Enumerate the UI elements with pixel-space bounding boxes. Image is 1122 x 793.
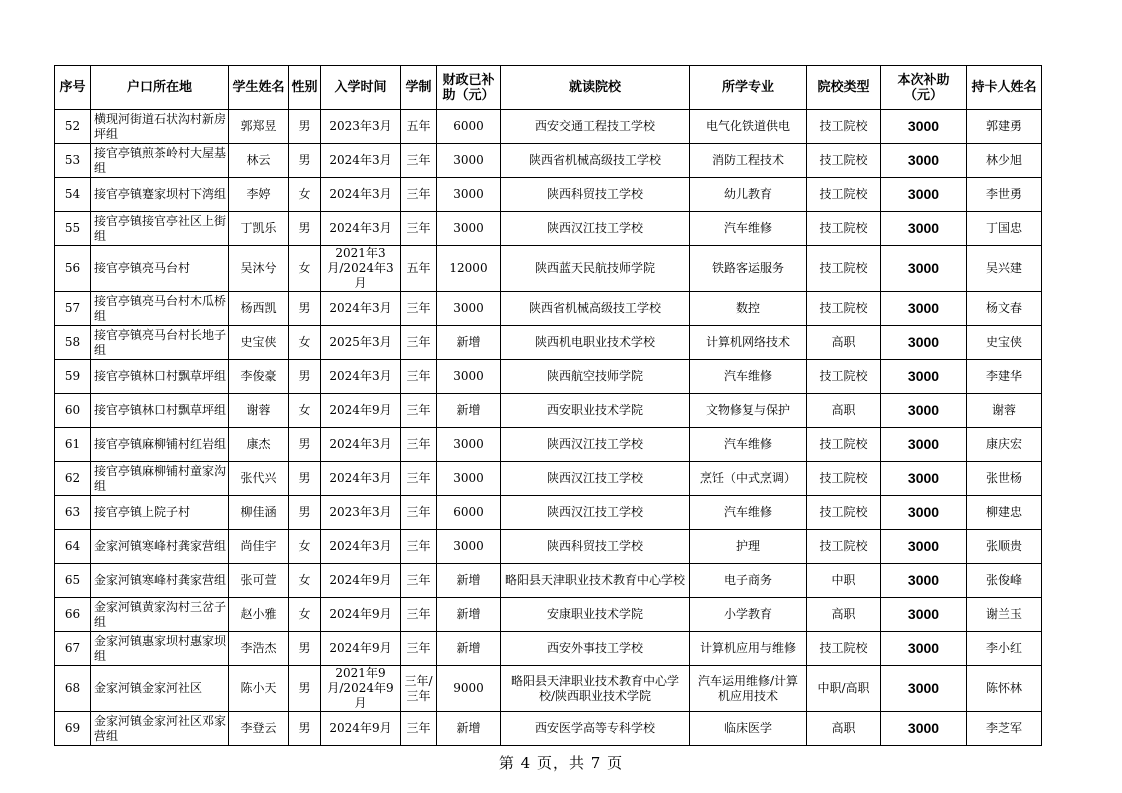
col-duration: 三年 — [401, 144, 437, 178]
col-student-name: 郭郑昱 — [229, 110, 289, 144]
col-student-name: 杨西凯 — [229, 292, 289, 326]
col-major: 汽车运用维修/计算机应用技术 — [690, 666, 807, 712]
col-major: 护理 — [690, 530, 807, 564]
col-student-name: 史宝侠 — [229, 326, 289, 360]
col-major: 汽车维修 — [690, 428, 807, 462]
table-row — [55, 666, 1042, 712]
col-household-location: 金家河镇惠家坝村惠家坝组 — [91, 632, 229, 666]
table-body — [55, 110, 1042, 746]
col-school: 陕西汉江技工学校 — [501, 428, 690, 462]
header-col-current-subsidy: 本次补助（元） — [881, 66, 967, 110]
col-student-name: 赵小雅 — [229, 598, 289, 632]
table-row — [55, 598, 1042, 632]
col-prior-subsidy: 新增 — [437, 598, 501, 632]
col-major: 电子商务 — [690, 564, 807, 598]
table-row — [55, 632, 1042, 666]
col-gender: 男 — [289, 292, 321, 326]
col-school: 陕西汉江技工学校 — [501, 496, 690, 530]
col-cardholder: 郭建勇 — [967, 110, 1042, 144]
col-household-location: 金家河镇黄家沟村三岔子组 — [91, 598, 229, 632]
col-school-type: 技工院校 — [807, 530, 881, 564]
col-gender: 男 — [289, 360, 321, 394]
header-col-index: 序号 — [55, 66, 91, 110]
col-major: 数控 — [690, 292, 807, 326]
col-household-location: 金家河镇金家河社区 — [91, 666, 229, 712]
col-student-name: 吴沐兮 — [229, 246, 289, 292]
col-index: 56 — [55, 246, 91, 292]
col-school: 陕西航空技师学院 — [501, 360, 690, 394]
col-household-location: 金家河镇寒峰村龚家营组 — [91, 530, 229, 564]
col-school-type: 技工院校 — [807, 632, 881, 666]
col-gender: 男 — [289, 712, 321, 746]
col-major: 汽车维修 — [690, 496, 807, 530]
col-student-name: 尚佳宇 — [229, 530, 289, 564]
col-cardholder: 李芝军 — [967, 712, 1042, 746]
col-major: 消防工程技术 — [690, 144, 807, 178]
col-household-location: 接官亭镇亮马台村 — [91, 246, 229, 292]
col-school: 陕西科贸技工学校 — [501, 530, 690, 564]
col-school: 陕西省机械高级技工学校 — [501, 144, 690, 178]
col-cardholder: 李世勇 — [967, 178, 1042, 212]
col-enroll-date: 2023年3月 — [321, 496, 401, 530]
col-student-name: 李登云 — [229, 712, 289, 746]
col-cardholder: 林少旭 — [967, 144, 1042, 178]
col-school-type: 技工院校 — [807, 360, 881, 394]
col-gender: 女 — [289, 326, 321, 360]
col-current-subsidy: 3000 — [881, 360, 967, 394]
col-index: 64 — [55, 530, 91, 564]
col-school: 陕西汉江技工学校 — [501, 212, 690, 246]
page-number: 第 4 页，共 7 页 — [498, 754, 624, 772]
col-enroll-date: 2024年3月 — [321, 428, 401, 462]
col-cardholder: 史宝侠 — [967, 326, 1042, 360]
col-prior-subsidy: 新增 — [437, 326, 501, 360]
col-duration: 三年 — [401, 178, 437, 212]
col-major: 幼儿教育 — [690, 178, 807, 212]
col-school-type: 技工院校 — [807, 462, 881, 496]
col-gender: 女 — [289, 246, 321, 292]
col-index: 60 — [55, 394, 91, 428]
col-student-name: 李浩杰 — [229, 632, 289, 666]
col-duration: 三年 — [401, 462, 437, 496]
table-row — [55, 564, 1042, 598]
col-school: 西安职业技术学院 — [501, 394, 690, 428]
table-row — [55, 246, 1042, 292]
col-prior-subsidy: 新增 — [437, 394, 501, 428]
col-household-location: 接官亭镇上院子村 — [91, 496, 229, 530]
col-school: 陕西科贸技工学校 — [501, 178, 690, 212]
col-household-location: 接官亭镇林口村飘草坪组 — [91, 394, 229, 428]
col-current-subsidy: 3000 — [881, 326, 967, 360]
col-duration: 三年/三年 — [401, 666, 437, 712]
table-row — [55, 326, 1042, 360]
col-school: 陕西省机械高级技工学校 — [501, 292, 690, 326]
col-index: 62 — [55, 462, 91, 496]
table-header — [55, 66, 1042, 110]
col-prior-subsidy: 3000 — [437, 178, 501, 212]
col-school-type: 技工院校 — [807, 212, 881, 246]
table-row — [55, 428, 1042, 462]
header-col-cardholder: 持卡人姓名 — [967, 66, 1042, 110]
col-school-type: 技工院校 — [807, 246, 881, 292]
col-enroll-date: 2024年9月 — [321, 632, 401, 666]
col-major: 汽车维修 — [690, 212, 807, 246]
col-prior-subsidy: 3000 — [437, 360, 501, 394]
col-gender: 女 — [289, 564, 321, 598]
col-duration: 三年 — [401, 496, 437, 530]
col-gender: 男 — [289, 428, 321, 462]
col-index: 59 — [55, 360, 91, 394]
col-school-type: 技工院校 — [807, 144, 881, 178]
col-index: 69 — [55, 712, 91, 746]
col-student-name: 李婷 — [229, 178, 289, 212]
header-col-student-name: 学生姓名 — [229, 66, 289, 110]
col-duration: 三年 — [401, 326, 437, 360]
col-enroll-date: 2024年9月 — [321, 564, 401, 598]
col-duration: 五年 — [401, 110, 437, 144]
col-school: 安康职业技术学院 — [501, 598, 690, 632]
col-index: 52 — [55, 110, 91, 144]
col-school: 西安交通工程技工学校 — [501, 110, 690, 144]
col-student-name: 康杰 — [229, 428, 289, 462]
col-current-subsidy: 3000 — [881, 292, 967, 326]
col-gender: 男 — [289, 462, 321, 496]
col-student-name: 陈小天 — [229, 666, 289, 712]
table-row — [55, 212, 1042, 246]
col-student-name: 李俊豪 — [229, 360, 289, 394]
col-index: 65 — [55, 564, 91, 598]
col-major: 烹饪（中式烹调） — [690, 462, 807, 496]
col-school-type: 高职 — [807, 394, 881, 428]
col-major: 文物修复与保护 — [690, 394, 807, 428]
col-duration: 三年 — [401, 360, 437, 394]
col-current-subsidy: 3000 — [881, 530, 967, 564]
col-household-location: 横现河街道石状沟村新房坪组 — [91, 110, 229, 144]
col-school-type: 技工院校 — [807, 428, 881, 462]
col-household-location: 接官亭镇煎茶岭村大屋基组 — [91, 144, 229, 178]
col-index: 53 — [55, 144, 91, 178]
col-cardholder: 柳建忠 — [967, 496, 1042, 530]
col-current-subsidy: 3000 — [881, 598, 967, 632]
col-enroll-date: 2024年3月 — [321, 178, 401, 212]
col-cardholder: 李小红 — [967, 632, 1042, 666]
col-index: 61 — [55, 428, 91, 462]
col-school: 略阳县天津职业技术教育中心学校/陕西职业技术学院 — [501, 666, 690, 712]
header-col-enroll-date: 入学时间 — [321, 66, 401, 110]
col-current-subsidy: 3000 — [881, 110, 967, 144]
header-col-gender: 性别 — [289, 66, 321, 110]
col-school-type: 高职 — [807, 712, 881, 746]
col-student-name: 丁凯乐 — [229, 212, 289, 246]
col-prior-subsidy: 新增 — [437, 712, 501, 746]
table-row — [55, 712, 1042, 746]
col-enroll-date: 2021年9月/2024年9月 — [321, 666, 401, 712]
header-col-household-location: 户口所在地 — [91, 66, 229, 110]
col-prior-subsidy: 6000 — [437, 496, 501, 530]
table-row — [55, 496, 1042, 530]
col-duration: 三年 — [401, 212, 437, 246]
col-index: 67 — [55, 632, 91, 666]
col-gender: 女 — [289, 530, 321, 564]
header-row — [55, 66, 1042, 110]
col-duration: 五年 — [401, 246, 437, 292]
col-duration: 三年 — [401, 292, 437, 326]
header-col-school-type: 院校类型 — [807, 66, 881, 110]
col-school-type: 高职 — [807, 598, 881, 632]
col-cardholder: 李建华 — [967, 360, 1042, 394]
header-col-school: 就读院校 — [501, 66, 690, 110]
col-gender: 女 — [289, 598, 321, 632]
col-household-location: 接官亭镇接官亭社区上街组 — [91, 212, 229, 246]
col-school-type: 中职/高职 — [807, 666, 881, 712]
col-major: 铁路客运服务 — [690, 246, 807, 292]
col-school: 西安外事技工学校 — [501, 632, 690, 666]
col-major: 计算机应用与维修 — [690, 632, 807, 666]
col-current-subsidy: 3000 — [881, 246, 967, 292]
col-enroll-date: 2021年3月/2024年3月 — [321, 246, 401, 292]
col-major: 临床医学 — [690, 712, 807, 746]
col-duration: 三年 — [401, 564, 437, 598]
col-major: 计算机网络技术 — [690, 326, 807, 360]
col-gender: 男 — [289, 632, 321, 666]
col-school: 陕西汉江技工学校 — [501, 462, 690, 496]
col-cardholder: 张俊峰 — [967, 564, 1042, 598]
col-school: 陕西机电职业技术学校 — [501, 326, 690, 360]
col-current-subsidy: 3000 — [881, 394, 967, 428]
col-current-subsidy: 3000 — [881, 428, 967, 462]
col-school-type: 技工院校 — [807, 496, 881, 530]
col-index: 54 — [55, 178, 91, 212]
table-row — [55, 462, 1042, 496]
col-gender: 男 — [289, 110, 321, 144]
col-school-type: 高职 — [807, 326, 881, 360]
col-gender: 女 — [289, 394, 321, 428]
col-gender: 男 — [289, 496, 321, 530]
table-row — [55, 530, 1042, 564]
col-index: 57 — [55, 292, 91, 326]
col-cardholder: 谢蓉 — [967, 394, 1042, 428]
col-enroll-date: 2024年3月 — [321, 144, 401, 178]
col-duration: 三年 — [401, 394, 437, 428]
col-cardholder: 康庆宏 — [967, 428, 1042, 462]
col-duration: 三年 — [401, 712, 437, 746]
col-index: 66 — [55, 598, 91, 632]
col-school-type: 技工院校 — [807, 178, 881, 212]
col-current-subsidy: 3000 — [881, 212, 967, 246]
col-current-subsidy: 3000 — [881, 712, 967, 746]
col-enroll-date: 2024年3月 — [321, 292, 401, 326]
col-household-location: 接官亭镇亮马台村木瓜桥组 — [91, 292, 229, 326]
col-cardholder: 杨文春 — [967, 292, 1042, 326]
col-student-name: 张代兴 — [229, 462, 289, 496]
col-current-subsidy: 3000 — [881, 632, 967, 666]
col-major: 汽车维修 — [690, 360, 807, 394]
col-household-location: 接官亭镇麻柳铺村红岩组 — [91, 428, 229, 462]
col-current-subsidy: 3000 — [881, 666, 967, 712]
col-school-type: 技工院校 — [807, 292, 881, 326]
col-prior-subsidy: 新增 — [437, 564, 501, 598]
col-household-location: 金家河镇寒峰村龚家营组 — [91, 564, 229, 598]
col-cardholder: 张世杨 — [967, 462, 1042, 496]
col-enroll-date: 2024年3月 — [321, 462, 401, 496]
col-school-type: 技工院校 — [807, 110, 881, 144]
col-prior-subsidy: 3000 — [437, 428, 501, 462]
col-student-name: 张可萱 — [229, 564, 289, 598]
col-school: 略阳县天津职业技术教育中心学校 — [501, 564, 690, 598]
col-enroll-date: 2024年9月 — [321, 712, 401, 746]
col-cardholder: 张顺贵 — [967, 530, 1042, 564]
col-index: 63 — [55, 496, 91, 530]
col-school-type: 中职 — [807, 564, 881, 598]
col-household-location: 接官亭镇亮马台村长地子组 — [91, 326, 229, 360]
col-gender: 女 — [289, 178, 321, 212]
col-prior-subsidy: 6000 — [437, 110, 501, 144]
col-cardholder: 谢兰玉 — [967, 598, 1042, 632]
col-enroll-date: 2024年3月 — [321, 530, 401, 564]
col-gender: 男 — [289, 144, 321, 178]
col-current-subsidy: 3000 — [881, 462, 967, 496]
col-enroll-date: 2024年9月 — [321, 394, 401, 428]
col-enroll-date: 2024年3月 — [321, 360, 401, 394]
col-school: 陕西蓝天民航技师学院 — [501, 246, 690, 292]
col-enroll-date: 2023年3月 — [321, 110, 401, 144]
col-student-name: 谢蓉 — [229, 394, 289, 428]
col-prior-subsidy: 3000 — [437, 144, 501, 178]
table-row — [55, 110, 1042, 144]
col-cardholder: 陈怀林 — [967, 666, 1042, 712]
col-cardholder: 丁国忠 — [967, 212, 1042, 246]
col-major: 电气化铁道供电 — [690, 110, 807, 144]
header-col-prior-subsidy: 财政已补助（元） — [437, 66, 501, 110]
table-row — [55, 360, 1042, 394]
col-major: 小学教育 — [690, 598, 807, 632]
col-index: 55 — [55, 212, 91, 246]
col-current-subsidy: 3000 — [881, 496, 967, 530]
col-student-name: 林云 — [229, 144, 289, 178]
table-row — [55, 144, 1042, 178]
header-col-duration: 学制 — [401, 66, 437, 110]
col-current-subsidy: 3000 — [881, 564, 967, 598]
col-household-location: 接官亭镇蹇家坝村下湾组 — [91, 178, 229, 212]
col-gender: 男 — [289, 212, 321, 246]
col-cardholder: 吴兴建 — [967, 246, 1042, 292]
col-index: 68 — [55, 666, 91, 712]
col-student-name: 柳佳涵 — [229, 496, 289, 530]
col-school: 西安医学高等专科学校 — [501, 712, 690, 746]
col-prior-subsidy: 12000 — [437, 246, 501, 292]
col-duration: 三年 — [401, 598, 437, 632]
table-row — [55, 292, 1042, 326]
col-prior-subsidy: 3000 — [437, 212, 501, 246]
col-duration: 三年 — [401, 632, 437, 666]
col-prior-subsidy: 新增 — [437, 632, 501, 666]
col-current-subsidy: 3000 — [881, 144, 967, 178]
col-enroll-date: 2024年9月 — [321, 598, 401, 632]
col-duration: 三年 — [401, 428, 437, 462]
col-enroll-date: 2024年3月 — [321, 212, 401, 246]
table-row — [55, 394, 1042, 428]
col-gender: 男 — [289, 666, 321, 712]
subsidy-table — [54, 65, 1042, 746]
col-household-location: 接官亭镇林口村飘草坪组 — [91, 360, 229, 394]
col-index: 58 — [55, 326, 91, 360]
col-prior-subsidy: 3000 — [437, 292, 501, 326]
col-prior-subsidy: 3000 — [437, 462, 501, 496]
col-household-location: 接官亭镇麻柳铺村童家沟组 — [91, 462, 229, 496]
col-current-subsidy: 3000 — [881, 178, 967, 212]
col-enroll-date: 2025年3月 — [321, 326, 401, 360]
col-prior-subsidy: 9000 — [437, 666, 501, 712]
col-prior-subsidy: 3000 — [437, 530, 501, 564]
col-duration: 三年 — [401, 530, 437, 564]
header-col-major: 所学专业 — [690, 66, 807, 110]
table-row — [55, 178, 1042, 212]
col-household-location: 金家河镇金家河社区邓家营组 — [91, 712, 229, 746]
